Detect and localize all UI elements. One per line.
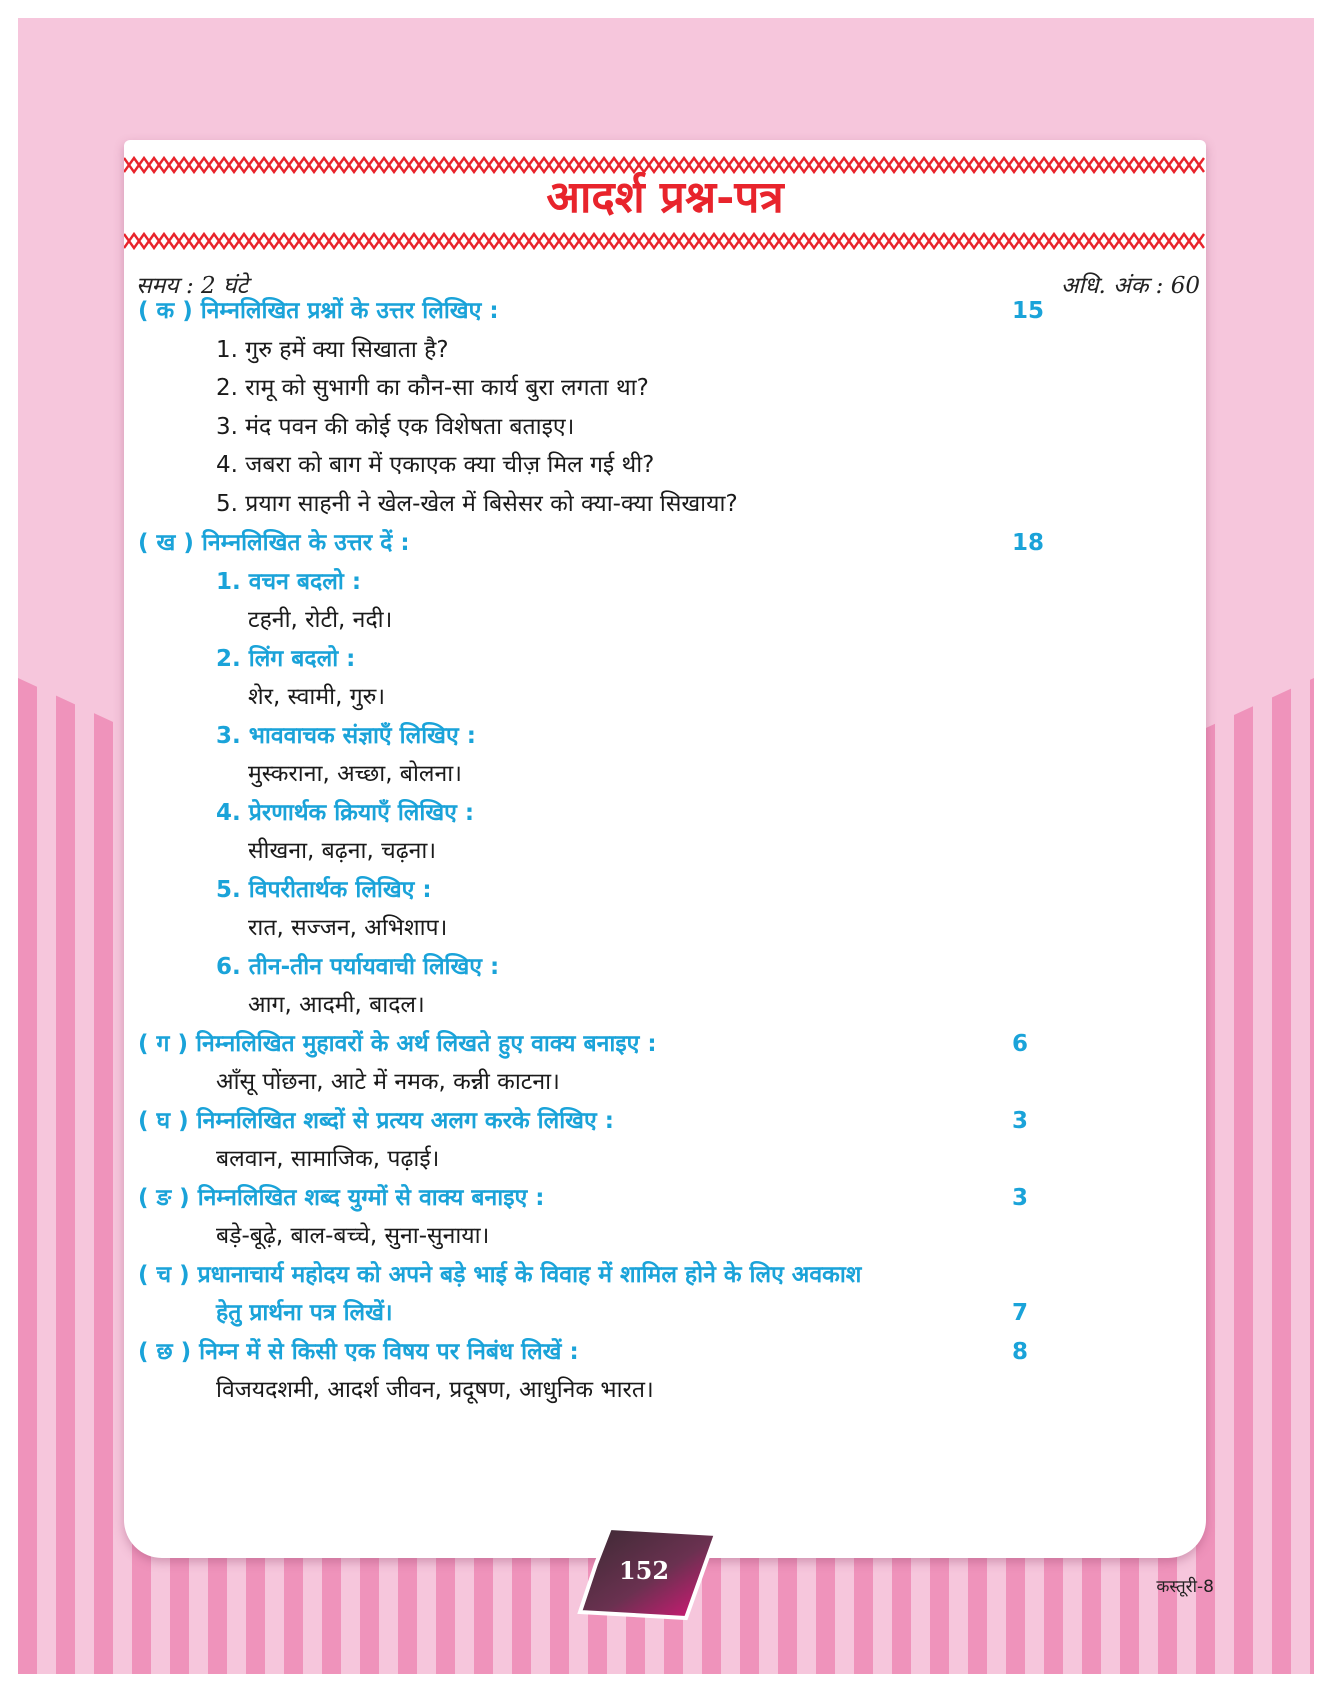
question-item: 3. मंद पवन की कोई एक विशेषता बताइए। (216, 414, 575, 440)
section-chha-heading: ( छ ) निम्न में से किसी एक विषय पर निबंध लिखें : (138, 1339, 579, 1365)
section-ga-words: आँसू पोंछना, आटे में नमक, कन्नी काटना। (216, 1069, 560, 1095)
section-nga-marks: 3 (1012, 1185, 1029, 1211)
sub-question-words: टहनी, रोटी, नदी। (248, 607, 393, 633)
section-ga-heading: ( ग ) निम्नलिखित मुहावरों के अर्थ लिखते हुए वाक्य बनाइए : (138, 1031, 657, 1057)
sub-question-words: मुस्कराना, अच्छा, बोलना। (248, 761, 462, 787)
page-background (18, 18, 1314, 1674)
section-ka-marks: 15 (1012, 298, 1045, 324)
sub-question-words: सीखना, बढ़ना, चढ़ना। (248, 838, 437, 864)
zigzag-border-bottom (124, 230, 1206, 252)
section-cha-heading-continued: हेतु प्रार्थना पत्र लिखें। (216, 1300, 393, 1326)
sub-question: 5. विपरीतार्थक लिखिए : (216, 877, 432, 903)
section-cha-heading: ( च ) प्रधानाचार्य महोदय को अपने बड़े भाई के विवाह में शामिल होने के लिए अवकाश (138, 1262, 862, 1288)
section-ga-marks: 6 (1012, 1031, 1029, 1057)
sub-question: 3. भाववाचक संज्ञाएँ लिखिए : (216, 723, 476, 749)
question-paper-card (124, 140, 1206, 1558)
sub-question-words: आग, आदमी, बादल। (248, 992, 425, 1018)
sub-question: 1. वचन बदलो : (216, 569, 362, 595)
question-item: 2. रामू को सुभागी का कौन-सा कार्य बुरा लगता था? (216, 375, 649, 401)
sub-question: 4. प्रेरणार्थक क्रियाएँ लिखिए : (216, 800, 475, 826)
question-item: 4. जबरा को बाग में एकाएक क्या चीज़ मिल गई थी? (216, 452, 655, 478)
section-chha-words: विजयदशमी, आदर्श जीवन, प्रदूषण, आधुनिक भारत। (216, 1377, 654, 1403)
section-cha-marks: 7 (1012, 1300, 1029, 1326)
section-kha-heading: ( ख ) निम्नलिखित के उत्तर दें : (138, 530, 410, 556)
section-nga-heading: ( ङ ) निम्नलिखित शब्द युग्मों से वाक्य बनाइए : (138, 1185, 545, 1211)
question-item: 5. प्रयाग साहनी ने खेल-खेल में बिसेसर को क्या-क्या सिखाया? (216, 491, 738, 517)
sub-question-words: शेर, स्वामी, गुरु। (248, 684, 386, 710)
section-nga-words: बड़े-बूढ़े, बाल-बच्चे, सुना-सुनाया। (216, 1223, 490, 1249)
section-gha-words: बलवान, सामाजिक, पढ़ाई। (216, 1146, 440, 1172)
book-name: कस्तूरी-8 (1156, 1577, 1214, 1597)
section-chha-marks: 8 (1012, 1339, 1029, 1365)
sub-question-words: रात, सज्जन, अभिशाप। (248, 915, 448, 941)
section-gha-marks: 3 (1012, 1108, 1029, 1134)
question-item: 1. गुरु हमें क्या सिखाता है? (216, 337, 449, 363)
time-allowed: समय : 2 घंटे (136, 273, 249, 299)
page-number: 152 (618, 1556, 670, 1585)
section-kha-marks: 18 (1012, 530, 1045, 556)
sub-question: 6. तीन-तीन पर्यायवाची लिखिए : (216, 954, 500, 980)
maximum-marks: अधि. अंक : 60 (1060, 273, 1200, 299)
section-gha-heading: ( घ ) निम्नलिखित शब्दों से प्रत्यय अलग करके लिखिए : (138, 1108, 614, 1134)
sub-question: 2. लिंग बदलो : (216, 646, 356, 672)
section-ka-heading: ( क ) निम्नलिखित प्रश्नों के उत्तर लिखिए : (138, 298, 499, 324)
page-title: आदर्श प्रश्न-पत्र (546, 172, 784, 223)
